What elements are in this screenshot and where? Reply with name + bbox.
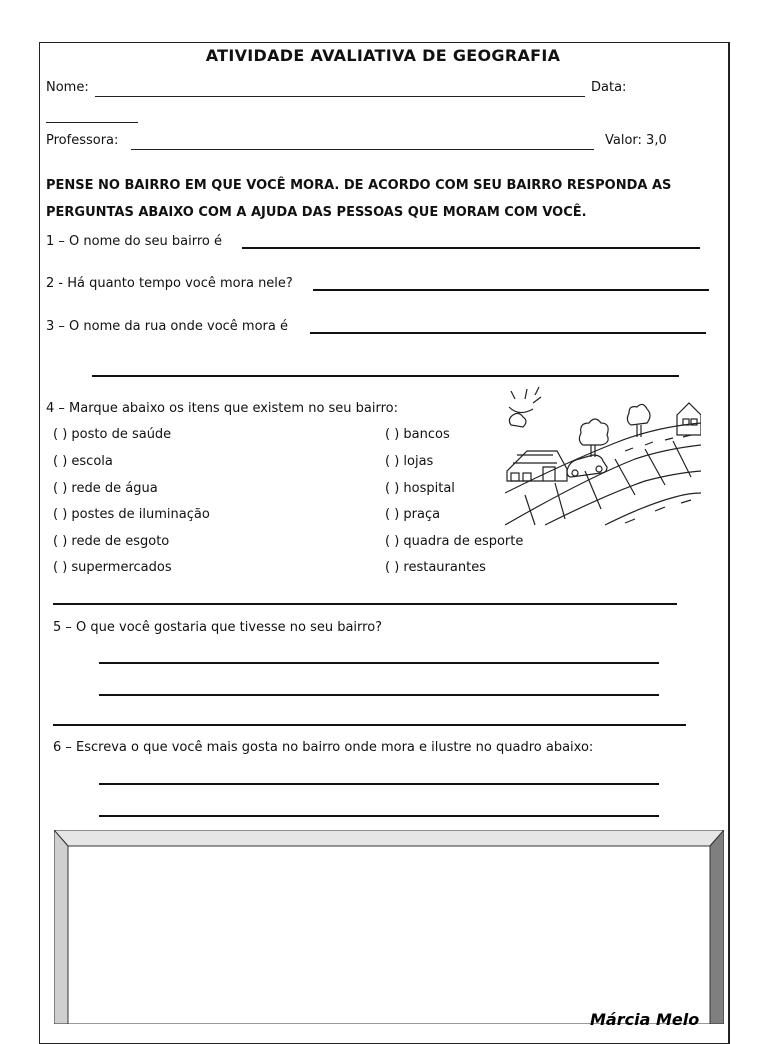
instruction-line-2: PERGUNTAS ABAIXO COM A AJUDA DAS PESSOAS QUE MORAM COM VOCÊ. — [46, 205, 587, 220]
value-label: Valor: 3,0 — [605, 133, 667, 148]
divider-line — [53, 603, 677, 605]
checklist-item[interactable]: ( ) lojas — [385, 454, 434, 469]
answer-1-line[interactable] — [242, 247, 700, 249]
teacher-label: Professora: — [46, 133, 119, 148]
question-6: 6 – Escreva o que você mais gosta no bairro onde mora e ilustre no quadro abaixo: — [53, 740, 594, 755]
drawing-frame — [54, 830, 724, 1024]
answer-5-line-2[interactable] — [99, 694, 659, 696]
name-label: Nome: — [46, 80, 89, 95]
teacher-field[interactable] — [131, 149, 594, 150]
answer-6-line-1[interactable] — [99, 783, 659, 785]
answer-2-line[interactable] — [313, 289, 709, 291]
neighborhood-illustration-icon — [505, 385, 701, 529]
question-2: 2 - Há quanto tempo você mora nele? — [46, 276, 293, 291]
answer-6-line-2[interactable] — [99, 815, 659, 817]
question-1: 1 – O nome do seu bairro é — [46, 234, 222, 249]
checklist-item[interactable]: ( ) restaurantes — [385, 560, 486, 575]
author-signature: Márcia Melo — [590, 1010, 700, 1029]
question-3: 3 – O nome da rua onde você mora é — [46, 319, 288, 334]
checklist-item[interactable]: ( ) escola — [53, 454, 113, 469]
checklist-item[interactable]: ( ) rede de água — [53, 481, 158, 496]
checklist-item[interactable]: ( ) bancos — [385, 427, 450, 442]
date-field[interactable] — [46, 122, 138, 123]
date-label: Data: — [591, 80, 627, 95]
checklist-item[interactable]: ( ) postes de iluminação — [53, 507, 210, 522]
question-4: 4 – Marque abaixo os itens que existem no seu bairro: — [46, 401, 399, 416]
checklist-item[interactable]: ( ) hospital — [385, 481, 455, 496]
checklist-item[interactable]: ( ) supermercados — [53, 560, 172, 575]
instruction-line-1: PENSE NO BAIRRO EM QUE VOCÊ MORA. DE ACORDO COM SEU BAIRRO RESPONDA AS — [46, 178, 672, 193]
page-title: ATIVIDADE AVALIATIVA DE GEOGRAFIA — [205, 46, 561, 65]
answer-3-line-2[interactable] — [92, 375, 679, 377]
name-field[interactable] — [95, 96, 585, 97]
answer-5-line-1[interactable] — [99, 662, 659, 664]
question-5: 5 – O que você gostaria que tivesse no seu bairro? — [53, 620, 383, 635]
checklist-item[interactable]: ( ) rede de esgoto — [53, 534, 170, 549]
divider-line — [53, 724, 686, 726]
checklist-item[interactable]: ( ) quadra de esporte — [385, 534, 524, 549]
answer-3-line[interactable] — [310, 332, 706, 334]
checklist-item[interactable]: ( ) posto de saúde — [53, 427, 172, 442]
checklist-item[interactable]: ( ) praça — [385, 507, 441, 522]
